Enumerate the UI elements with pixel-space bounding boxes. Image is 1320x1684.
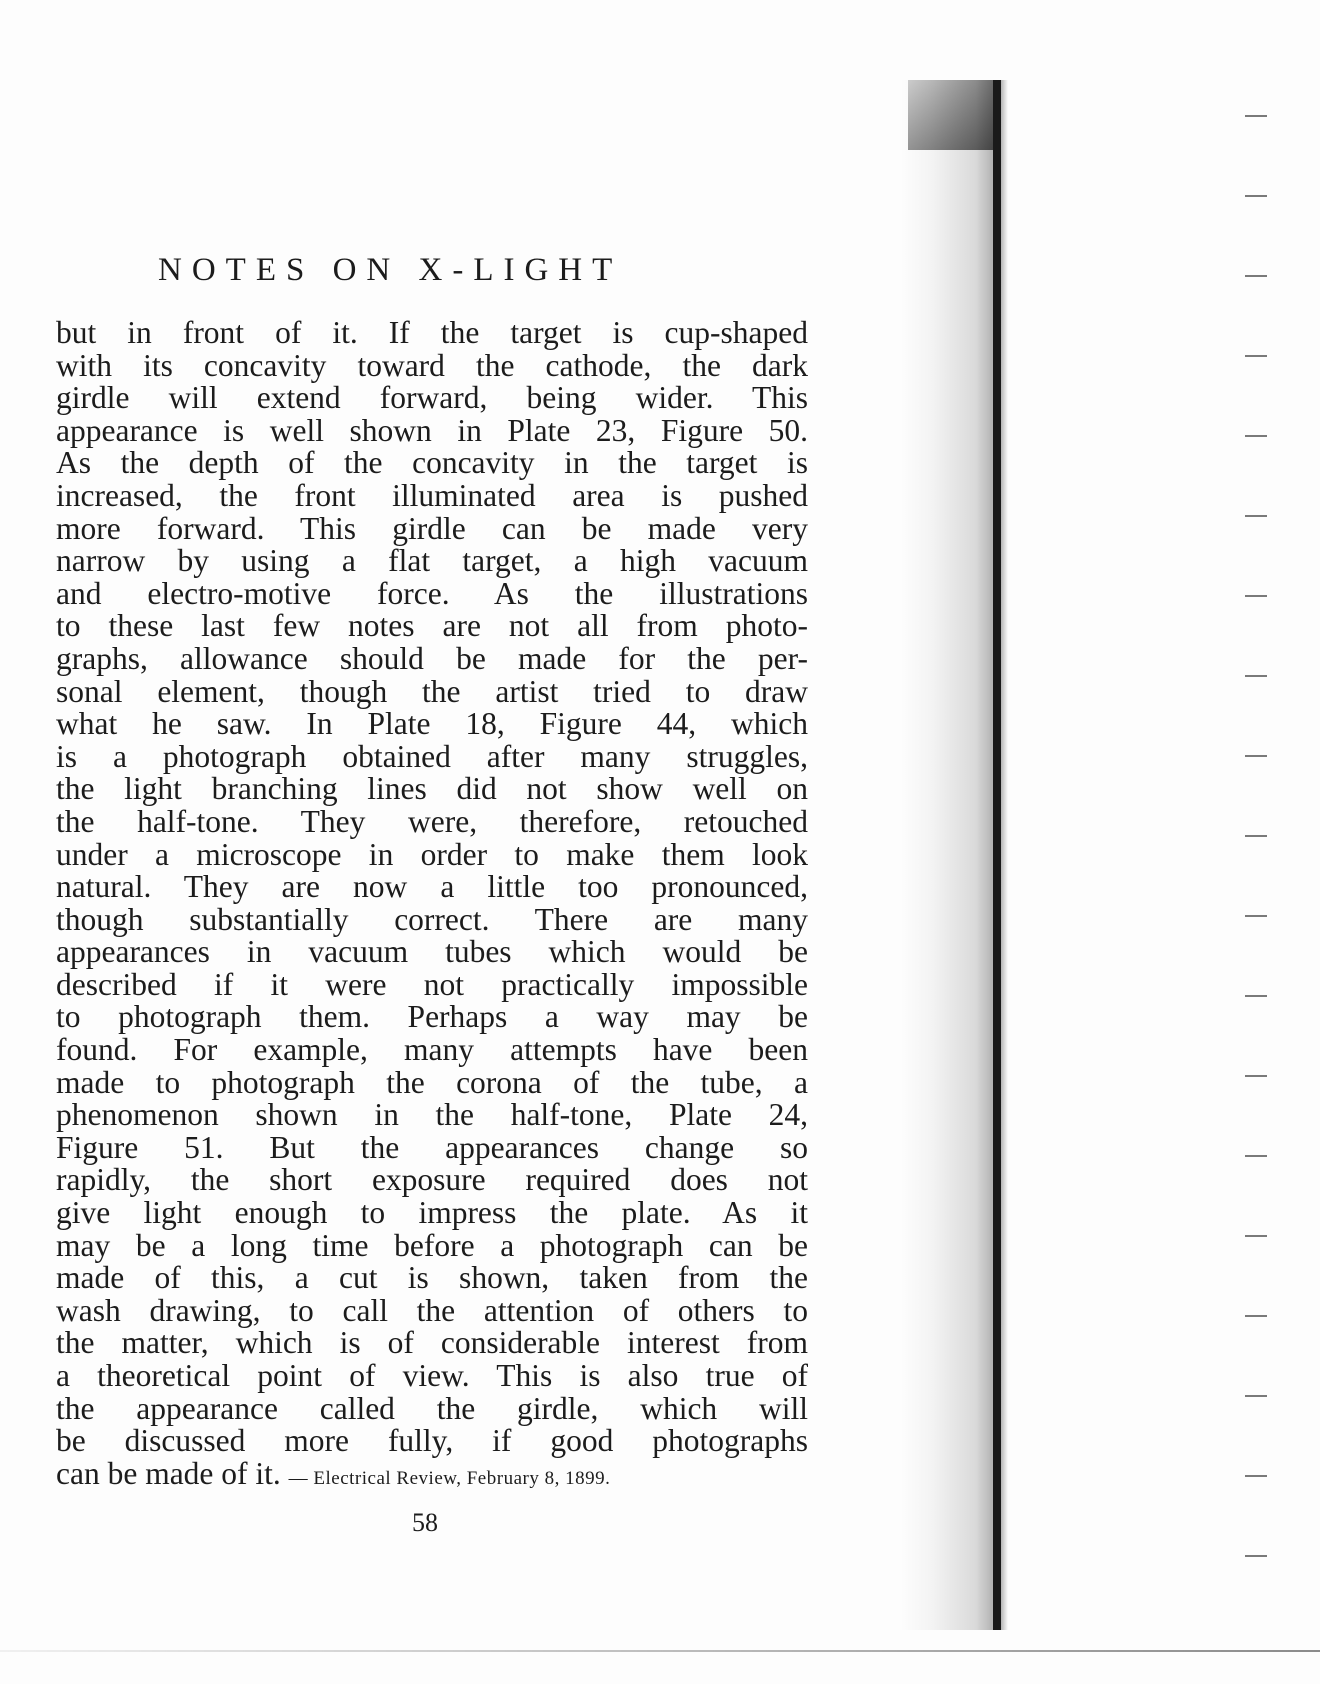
edge-tick-mark (1245, 675, 1267, 677)
edge-tick-mark (1245, 355, 1267, 357)
text-line: though substantially correct. There are many (56, 901, 808, 937)
text-line: more forward. This girdle can be made very (56, 510, 808, 546)
edge-tick-mark (1245, 195, 1267, 197)
edge-tick-mark (1245, 995, 1267, 997)
page-bottom-edge (0, 1650, 1320, 1652)
text-line: sonal element, though the artist tried to draw (56, 673, 808, 709)
text-line: the half-tone. They were, therefore, retouched (56, 803, 808, 839)
text-line: be discussed more fully, if good photographs (56, 1423, 808, 1459)
gutter-top-shadow (908, 80, 1000, 150)
text-line: graphs, allowance should be made for the per- (56, 640, 808, 676)
edge-tick-mark (1245, 1075, 1267, 1077)
text-line: natural. They are now a little too pronounced, (56, 869, 808, 905)
edge-tick-mark (1245, 1555, 1267, 1557)
edge-tick-mark (1245, 1475, 1267, 1477)
text-line: but in front of it. If the target is cup-shaped (56, 315, 808, 350)
citation: — Electrical Review, February 8, 1899. (288, 1467, 611, 1489)
text-line: described if it were not practically impossible (56, 966, 808, 1002)
edge-tick-mark (1245, 755, 1267, 757)
edge-tick-mark (1245, 1155, 1267, 1157)
page-heading: NOTES ON X-LIGHT (158, 252, 623, 288)
text-line: the matter, which is of considerable interest from (56, 1325, 808, 1361)
text-line: made of this, a cut is shown, taken from the (56, 1260, 808, 1296)
edge-tick-mark (1245, 1395, 1267, 1397)
text-line: made to photograph the corona of the tube, a (56, 1064, 808, 1100)
text-line-last (56, 1455, 808, 1491)
text-line: a theoretical point of view. This is also true of (56, 1358, 808, 1393)
text-line: rapidly, the short exposure required does not (56, 1162, 808, 1198)
text-line: what he saw. In Plate 18, Figure 44, which (56, 706, 808, 742)
edge-tick-mark (1245, 515, 1267, 517)
text-line: give light enough to impress the plate. As it (56, 1195, 808, 1231)
edge-tick-mark (1245, 115, 1267, 117)
text-line: the appearance called the girdle, which will (56, 1390, 808, 1426)
text-line: phenomenon shown in the half-tone, Plate 24, (56, 1097, 808, 1133)
gutter-edge (993, 80, 1001, 1630)
text-line: is a photograph obtained after many struggles, (56, 738, 808, 774)
edge-tick-mark (1245, 1235, 1267, 1237)
edge-tick-mark (1245, 1315, 1267, 1317)
binding-gutter (900, 80, 1008, 1630)
scan-edge-marks (1245, 100, 1269, 1620)
edge-tick-mark (1245, 915, 1267, 917)
text-line: narrow by using a flat target, a high vacuum (56, 543, 808, 579)
text-line: and electro-motive force. As the illustrations (56, 575, 808, 611)
text-line: to these last few notes are not all from photo- (56, 608, 808, 644)
edge-tick-mark (1245, 435, 1267, 437)
text-line: with its concavity toward the cathode, the dark (56, 347, 808, 383)
text-line: Figure 51. But the appearances change so (56, 1129, 808, 1165)
text-line: As the depth of the concavity in the target is (56, 445, 808, 481)
text-line: found. For example, many attempts have been (56, 1032, 808, 1068)
text-line: increased, the front illuminated area is pushed (56, 477, 808, 513)
edge-tick-mark (1245, 595, 1267, 597)
text-line: girdle will extend forward, being wider. This (56, 380, 808, 416)
text-line: the light branching lines did not show well on (56, 771, 808, 807)
text-line: under a microscope in order to make them look (56, 836, 808, 872)
text-line: may be a long time before a photograph can be (56, 1227, 808, 1263)
page-number: 58 (412, 1508, 438, 1537)
edge-tick-mark (1245, 275, 1267, 277)
body-text (56, 317, 808, 1490)
last-line-text: can be made of it. (56, 1455, 281, 1491)
text-line: appearance is well shown in Plate 23, Figure 50. (56, 412, 808, 448)
text-line: appearances in vacuum tubes which would be (56, 934, 808, 970)
text-line: to photograph them. Perhaps a way may be (56, 999, 808, 1035)
text-line: wash drawing, to call the attention of others to (56, 1292, 808, 1328)
edge-tick-mark (1245, 835, 1267, 837)
gutter-shadow (900, 80, 1008, 1630)
